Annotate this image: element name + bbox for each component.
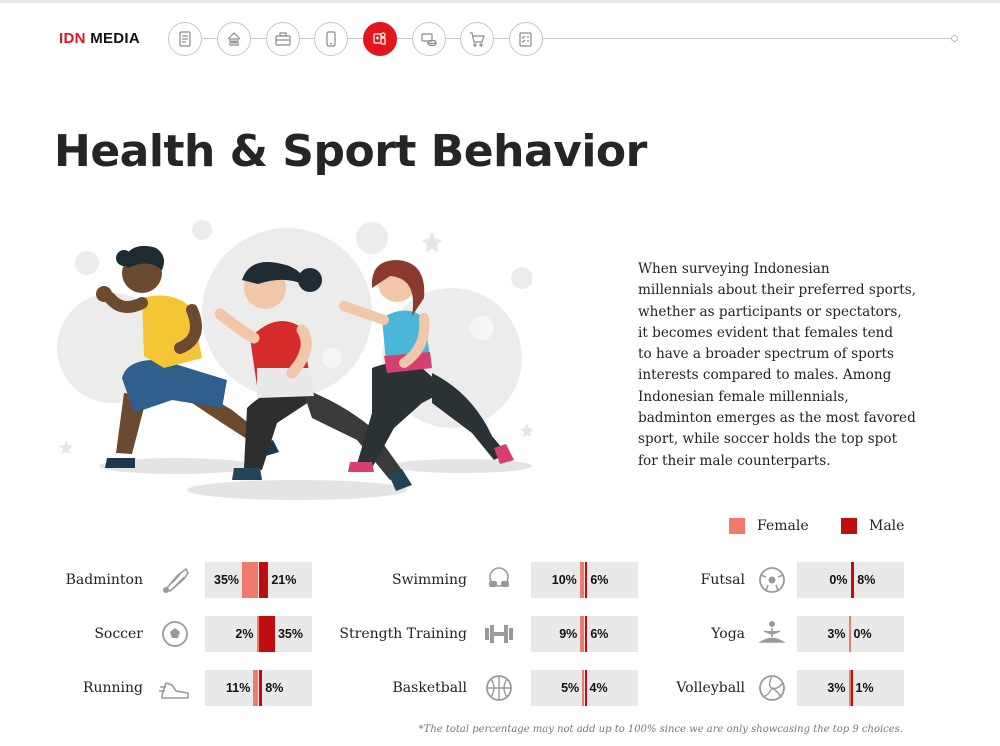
value-male-futsal: 8% xyxy=(857,573,876,587)
nav-end-dot xyxy=(951,35,958,42)
value-male-volleyball: 1% xyxy=(855,681,874,695)
top-border xyxy=(0,0,1000,3)
value-female-running: 11% xyxy=(226,681,251,695)
value-male-running: 8% xyxy=(265,681,284,695)
bar-male-futsal xyxy=(851,562,855,598)
value-female-basketball: 5% xyxy=(561,681,580,695)
legend-female-swatch xyxy=(729,518,745,534)
nav-item-shopping[interactable] xyxy=(460,22,494,56)
legend-female-label: Female xyxy=(757,518,809,534)
legend-male-swatch xyxy=(841,518,857,534)
description-line: Indonesian female millennials, xyxy=(638,388,849,405)
dumbbell-icon xyxy=(482,617,516,651)
value-female-swimming: 10% xyxy=(551,573,577,587)
logo-media: MEDIA xyxy=(90,30,141,47)
bar-female-badminton xyxy=(242,562,258,598)
page-title: Health & Sport Behavior xyxy=(54,126,647,177)
house-family-icon xyxy=(225,30,243,48)
bar-male-badminton xyxy=(259,562,269,598)
bar-male-basketball xyxy=(585,670,587,706)
category-label-swimming: Swimming xyxy=(391,572,467,588)
bar-male-volleyball xyxy=(851,670,853,706)
nav-item-health-sport[interactable] xyxy=(363,22,397,56)
money-coins-icon xyxy=(420,30,438,48)
nav-item-document[interactable] xyxy=(168,22,202,56)
document-icon xyxy=(176,30,194,48)
shopping-cart-icon xyxy=(468,30,486,48)
nav-item-checklist[interactable] xyxy=(509,22,543,56)
yoga-icon xyxy=(755,617,789,651)
bar-soccer xyxy=(205,616,312,652)
category-label-yoga: Yoga xyxy=(711,626,745,642)
bar-male-swimming xyxy=(585,562,588,598)
category-label-strength-training: Strength Training xyxy=(339,626,467,642)
description-line: interests compared to males. Among xyxy=(638,367,892,384)
bar-male-soccer xyxy=(259,616,275,652)
legend-male-label: Male xyxy=(869,518,905,534)
value-female-futsal: 0% xyxy=(829,573,848,587)
section-nav xyxy=(168,22,960,56)
value-female-yoga: 3% xyxy=(827,627,846,641)
futsal-ball-icon xyxy=(755,563,789,597)
bar-strength-training xyxy=(531,616,638,652)
bar-running xyxy=(205,670,312,706)
briefcase-icon xyxy=(274,30,292,48)
bar-swimming xyxy=(531,562,638,598)
value-male-soccer: 35% xyxy=(277,627,303,641)
idn-media-logo[interactable] xyxy=(59,30,140,47)
volleyball-icon xyxy=(755,671,789,705)
running-shoe-icon xyxy=(158,671,192,705)
nav-item-finance[interactable] xyxy=(412,22,446,56)
bar-basketball xyxy=(531,670,638,706)
description-line: sport, while soccer holds the top spot xyxy=(638,431,898,448)
legend-female xyxy=(729,518,809,534)
value-male-swimming: 6% xyxy=(590,573,609,587)
shuttlecock-icon xyxy=(158,563,192,597)
category-label-soccer: Soccer xyxy=(94,626,143,642)
category-label-futsal: Futsal xyxy=(700,572,745,588)
description-line: for their male counterparts. xyxy=(638,452,831,469)
bar-female-yoga xyxy=(849,616,851,652)
legend-male xyxy=(841,518,904,534)
sport-illustration xyxy=(52,218,532,508)
description-line: whether as participants or spectators, xyxy=(638,303,902,320)
health-sport-icon xyxy=(371,30,389,48)
value-female-strength-training: 9% xyxy=(559,627,578,641)
description-line: it becomes evident that females tend xyxy=(638,324,894,341)
bar-volleyball xyxy=(797,670,904,706)
value-male-badminton: 21% xyxy=(271,573,297,587)
value-female-badminton: 35% xyxy=(214,573,240,587)
bar-badminton xyxy=(205,562,312,598)
category-label-running: Running xyxy=(82,680,143,696)
bar-male-running xyxy=(259,670,263,706)
basketball-icon xyxy=(482,671,516,705)
nav-item-work[interactable] xyxy=(266,22,300,56)
description-line: badminton emerges as the most favored xyxy=(638,410,916,427)
nav-item-family[interactable] xyxy=(217,22,251,56)
footnote: *The total percentage may not add up to 100% since we are only showcasing the top 9 choices. xyxy=(418,724,903,735)
bar-male-strength-training xyxy=(585,616,588,652)
category-label-volleyball: Volleyball xyxy=(676,680,745,696)
floor-shadows xyxy=(99,458,532,500)
swim-goggles-icon xyxy=(482,563,516,597)
value-male-strength-training: 6% xyxy=(590,627,609,641)
value-male-yoga: 0% xyxy=(853,627,872,641)
category-label-basketball: Basketball xyxy=(392,680,467,696)
value-female-volleyball: 3% xyxy=(827,681,846,695)
value-female-soccer: 2% xyxy=(235,627,254,641)
checklist-icon xyxy=(517,30,535,48)
soccer-ball-icon xyxy=(158,617,192,651)
description-line: millennials about their preferred sports, xyxy=(638,282,917,299)
bar-yoga xyxy=(797,616,904,652)
category-label-badminton: Badminton xyxy=(65,572,143,588)
description-line: to have a broader spectrum of sports xyxy=(638,346,894,363)
nav-item-gadget[interactable] xyxy=(314,22,348,56)
smartphone-icon xyxy=(322,30,340,48)
bar-futsal xyxy=(797,562,904,598)
description-line: When surveying Indonesian xyxy=(638,261,830,277)
value-male-basketball: 4% xyxy=(589,681,608,695)
description-text xyxy=(638,259,918,472)
logo-idn: IDN xyxy=(59,30,86,47)
